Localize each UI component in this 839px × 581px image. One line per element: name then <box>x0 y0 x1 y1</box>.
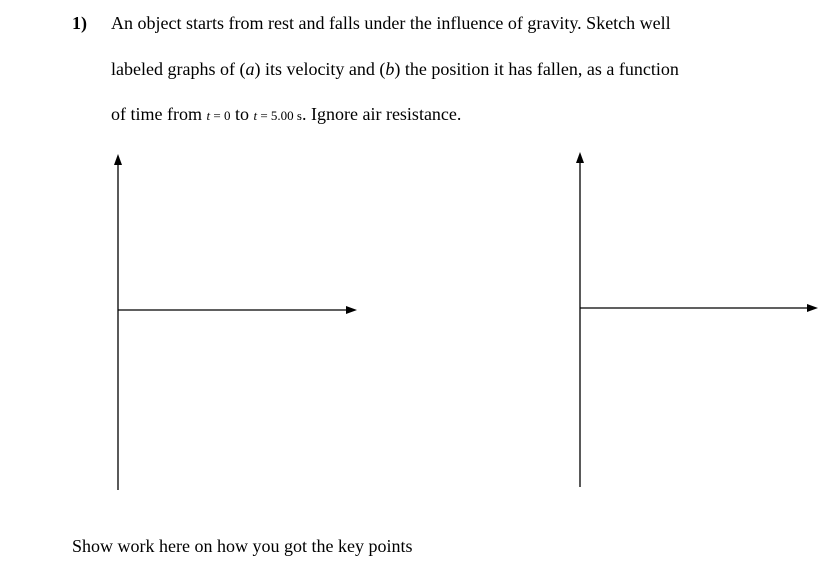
line2-pre: labeled graphs of ( <box>111 59 246 79</box>
time-end-eq: = 5.00 s <box>257 108 302 123</box>
velocity-graph-x-arrowhead <box>346 306 357 314</box>
line2-mid: ) its velocity and ( <box>254 59 386 79</box>
time-start-var: t <box>206 108 211 123</box>
velocity-graph-axes <box>114 154 357 490</box>
velocity-graph-y-arrowhead <box>114 154 122 165</box>
question-text-line-1: An object starts from rest and falls under the influence of gravity. Sketch well <box>111 13 671 33</box>
position-graph-axes <box>576 152 818 487</box>
part-a-letter: a <box>245 59 255 79</box>
position-graph-y-arrowhead <box>576 152 584 163</box>
line3-to: to <box>230 104 254 124</box>
part-b-letter: b <box>385 59 395 79</box>
time-end-var: t <box>253 108 258 123</box>
line3-post: . Ignore air resistance. <box>301 104 462 124</box>
show-work-instruction: Show work here on how you got the key points <box>72 536 413 556</box>
question-number: 1) <box>72 13 87 33</box>
time-start-eq: = 0 <box>210 108 231 123</box>
line3-pre: of time from <box>111 104 207 124</box>
line2-post: ) the position it has fallen, as a function <box>394 59 679 79</box>
position-graph-x-arrowhead <box>807 304 818 312</box>
